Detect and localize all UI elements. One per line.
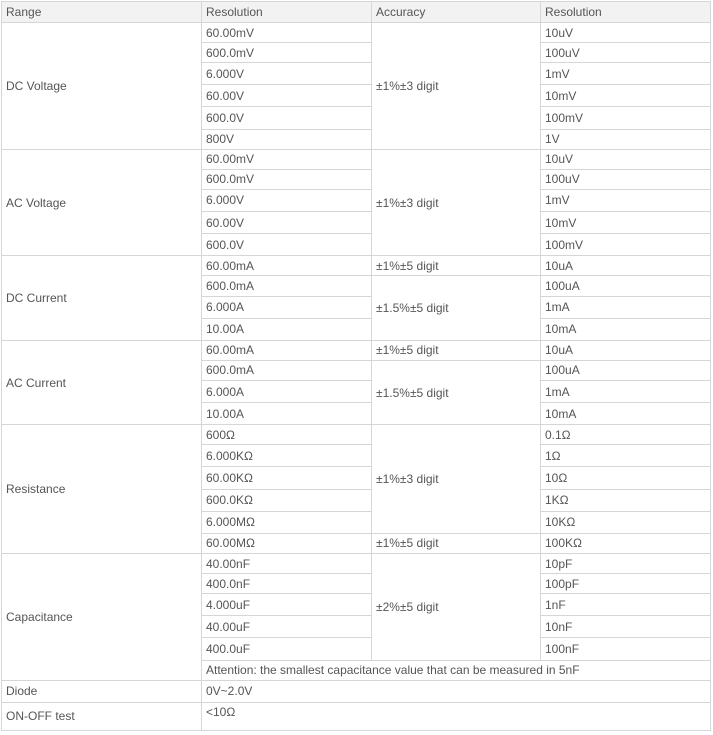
resolution-value: 1KΩ [541,489,711,511]
resolution-value: 1V [541,129,711,149]
resolution-value: 10uV [541,23,711,43]
resolution-value: 10KΩ [541,511,711,533]
range-value: 60.00mV [202,23,372,43]
accuracy-value: ±1%±3 digit [372,23,541,150]
range-value: 600Ω [202,425,372,445]
range-value: 10.00A [202,403,372,425]
range-value: 6.000V [202,63,372,85]
range-value: 6.000A [202,296,372,318]
range-value: 6.000MΩ [202,511,372,533]
resolution-value: 100pF [541,574,711,594]
resolution-value: 100mV [541,107,711,129]
resolution-value: 100KΩ [541,533,711,553]
table-row [2,680,711,702]
range-value: 60.00mV [202,149,372,169]
range-value: 60.00V [202,85,372,107]
range-value: 10.00A [202,318,372,340]
section-label-onoff: ON-OFF test [2,702,202,730]
table-row [2,23,711,43]
range-value: 600.0mV [202,43,372,63]
range-value: 600.0mV [202,169,372,189]
resolution-value: 10mA [541,403,711,425]
accuracy-value: ±1.5%±5 digit [372,276,541,340]
section-label-diode: Diode [2,680,202,702]
range-value: 600.0mA [202,276,372,296]
section-label-dc-voltage: DC Voltage [2,23,202,150]
range-value: 60.00mA [202,256,372,276]
accuracy-value: ±1%±3 digit [372,425,541,534]
accuracy-value: ±1%±5 digit [372,533,541,553]
resolution-value: 1mA [541,296,711,318]
range-value: 60.00KΩ [202,467,372,489]
resolution-value: 1mA [541,380,711,402]
range-value: 800V [202,129,372,149]
resolution-value: 100uV [541,43,711,63]
range-value: 6.000A [202,380,372,402]
range-value: 4.000uF [202,594,372,616]
section-label-ac-current: AC Current [2,340,202,424]
table-header [2,2,711,23]
header-range: Range [2,2,202,23]
resolution-value: 10uV [541,149,711,169]
spec-table [1,1,711,731]
range-value: 600.0KΩ [202,489,372,511]
table-row [2,340,711,360]
table-row [2,425,711,445]
resolution-value: 10uA [541,256,711,276]
resolution-value: 100mV [541,234,711,256]
header-accuracy: Accuracy [372,2,541,23]
header-resolution: Resolution [202,2,372,23]
accuracy-value: ±1%±5 digit [372,340,541,360]
resolution-value: 10uA [541,340,711,360]
range-value: 6.000V [202,189,372,211]
range-value: 600.0V [202,234,372,256]
resolution-value: 100nF [541,638,711,660]
section-label-ac-voltage: AC Voltage [2,149,202,256]
range-value: 40.00uF [202,616,372,638]
table-body [2,23,711,731]
resolution-value: 1Ω [541,445,711,467]
resolution-value: 10mV [541,212,711,234]
resolution-value: 1nF [541,594,711,616]
range-value: 600.0V [202,107,372,129]
resolution-value: 100uA [541,360,711,380]
resolution-value: 1mV [541,63,711,85]
table-row [2,256,711,276]
resolution-value: 10Ω [541,467,711,489]
section-label-dc-current: DC Current [2,256,202,340]
header-row [2,2,711,23]
range-value: 400.0uF [202,638,372,660]
range-value: 6.000KΩ [202,445,372,467]
table-row [2,149,711,169]
accuracy-value: ±1.5%±5 digit [372,360,541,424]
accuracy-value: ±1%±3 digit [372,149,541,256]
single-value: <10Ω [202,702,711,730]
header-resolution-2: Resolution [541,2,711,23]
section-label-resistance: Resistance [2,425,202,554]
resolution-value: 10pF [541,553,711,573]
table-row [2,702,711,730]
range-value: 600.0mA [202,360,372,380]
resolution-value: 100uA [541,276,711,296]
resolution-value: 10nF [541,616,711,638]
range-value: 60.00V [202,212,372,234]
range-value: 400.0nF [202,574,372,594]
single-value: 0V~2.0V [202,680,711,702]
resolution-value: 100uV [541,169,711,189]
accuracy-value: ±2%±5 digit [372,553,541,660]
resolution-value: 0.1Ω [541,425,711,445]
resolution-value: 10mV [541,85,711,107]
resolution-value: 1mV [541,189,711,211]
section-label-capacitance: Capacitance [2,553,202,680]
range-value: 60.00mA [202,340,372,360]
capacitance-note: Attention: the smallest capacitance value that can be measured in 5nF [202,660,711,680]
resolution-value: 10mA [541,318,711,340]
range-value: 40.00nF [202,553,372,573]
range-value: 60.00MΩ [202,533,372,553]
table-row [2,553,711,573]
accuracy-value: ±1%±5 digit [372,256,541,276]
